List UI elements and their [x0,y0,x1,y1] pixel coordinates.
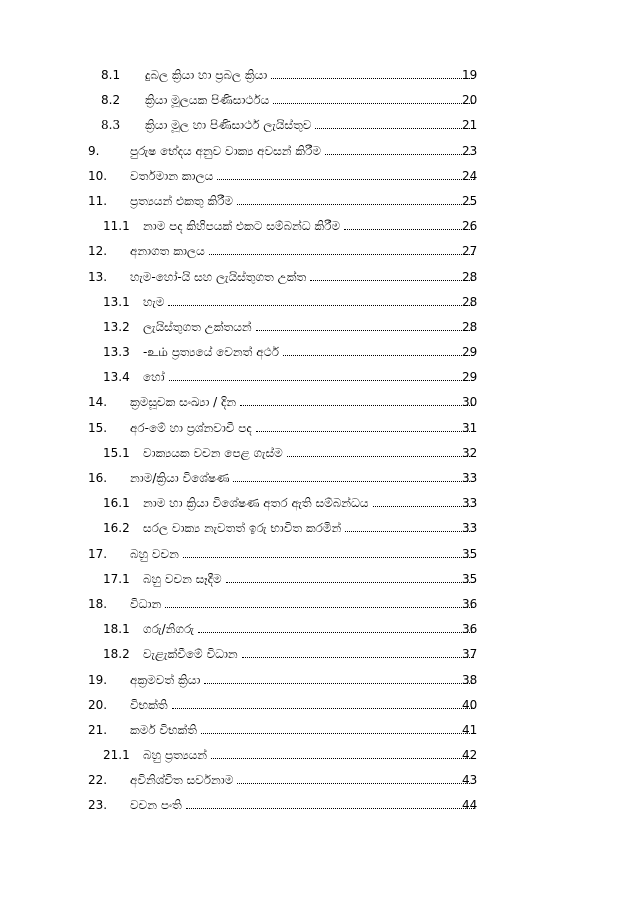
toc-entry[interactable] [0,793,638,818]
toc-entry-title: ක්‍රමසූචක සංඛ්‍යා / දින [130,395,237,410]
toc-entry-body [145,63,476,88]
toc-entry-body [130,668,476,693]
toc-entry-number: 13.1 [103,294,130,309]
toc-entry-page-number: 31 [462,420,478,435]
toc-entry-page-number: 41 [462,722,478,737]
toc-entry-title: විධාන [130,596,162,611]
toc-entry-title: කර්ම විභක්ති [130,722,197,737]
toc-entry-title: පුරුෂ භේදය අනුව වාක්‍ය අවසන් කිරීම [130,143,321,158]
toc-entry[interactable] [0,315,638,340]
toc-entry-body [143,315,476,340]
toc-entry-body [143,617,476,642]
toc-entry-number: 8.1 [101,68,121,82]
toc-entry-title: අනාගත කාලය [130,244,205,259]
toc-entry[interactable] [0,592,638,617]
toc-entry-number: 14. [88,395,108,410]
dot-leader [256,431,474,432]
toc-entry-body [143,491,476,516]
toc-entry-number: 16.1 [103,496,130,511]
toc-entry-number: 16.2 [103,521,130,536]
toc-entry-page-number: 33 [462,496,478,511]
table-of-contents [0,63,638,819]
toc-entry-title: අර-මේ හා ප්‍රශ්නවාචී පද [130,420,252,435]
toc-entry-body [130,265,476,290]
dot-leader [183,557,474,558]
toc-entry-body [130,466,476,491]
toc-entry-number: 16. [88,471,108,485]
toc-entry-title: නාම හා ක්‍රියා විශේෂණ අතර ඇති සම්බන්ධය [143,496,369,511]
dot-leader [242,657,474,658]
toc-entry-number: 17. [88,546,108,561]
toc-entry-number: 18.1 [103,622,130,637]
toc-entry-number: 19. [88,672,108,687]
toc-entry-title: නාම/ක්‍රියා විශේෂණ [130,471,230,485]
toc-entry-body [130,239,476,264]
toc-entry-title: -உம் ප්‍රත්‍යයේ වෙනත් අර්ථ [143,345,280,360]
toc-entry-number: 13. [88,269,108,284]
toc-entry-title: හෝ [143,370,165,385]
toc-entry-number: 8.3 [101,118,121,133]
toc-entry[interactable] [0,390,638,415]
toc-entry-body [143,340,476,365]
dot-leader [165,607,474,608]
toc-entry-page-number: 33 [462,471,478,485]
toc-entry-page-number: 20 [462,93,478,108]
toc-entry-page-number: 24 [462,168,478,183]
toc-entry-body [143,743,476,768]
toc-entry-body [143,441,476,466]
toc-entry-number: 21.1 [103,748,130,763]
toc-entry-title: වචන පංති [130,798,182,813]
dot-leader [226,582,474,583]
toc-entry-title: විභක්ති [130,697,168,712]
toc-entry-number: 10. [88,168,108,183]
toc-entry-body [143,290,476,315]
dot-leader [172,708,474,709]
toc-entry[interactable] [0,113,638,138]
toc-entry[interactable] [0,214,638,239]
toc-entry-body [130,139,476,164]
dot-leader [373,506,474,507]
toc-entry-body [130,693,476,718]
toc-entry-title: අවිනිශ්චිත සර්වනාම [130,773,234,788]
toc-entry-body [145,113,476,138]
toc-entry-body [130,768,476,793]
toc-entry[interactable] [0,693,638,718]
toc-entry-title: වාක්‍යයක වචන පෙළ ගැස්ම [143,445,283,460]
toc-entry[interactable] [0,642,638,667]
toc-entry-page-number: 25 [462,193,478,208]
dot-leader [273,103,474,104]
toc-entry[interactable] [0,340,638,365]
toc-entry-page-number: 36 [462,596,478,611]
toc-entry-number: 18. [88,596,108,611]
toc-entry-page-number: 40 [462,697,478,712]
toc-entry-body [130,592,476,617]
dot-leader [256,330,474,331]
toc-entry-number: 9. [88,143,100,158]
toc-entry-body [130,164,476,189]
toc-entry-page-number: 42 [462,748,478,763]
dot-leader [345,531,474,532]
toc-entry-title: ප්‍රත්‍යයන් එකතු කිරීම [130,193,234,208]
toc-entry-page-number: 27 [462,244,478,259]
toc-entry-page-number: 28 [462,294,478,309]
toc-entry[interactable] [0,491,638,516]
toc-entry-number: 11. [88,193,108,208]
toc-entry[interactable] [0,617,638,642]
toc-entry-title: වර්තමාන කාලය [130,168,214,183]
toc-entry-body [143,642,476,667]
toc-entry-page-number: 33 [462,521,478,536]
toc-entry[interactable] [0,265,638,290]
toc-entry-title: බහු වචන සෑදීම [143,571,222,586]
toc-entry-number: 13.4 [103,370,130,385]
dot-leader [237,204,474,205]
toc-entry-page-number: 44 [462,798,478,813]
toc-entry-body [145,88,476,113]
toc-entry-title: ගරු/නිගරු [143,622,195,637]
dot-leader [233,481,474,482]
dot-leader [217,179,474,180]
toc-entry-title: ලැයිස්තුගත උක්තයන් [143,319,252,334]
toc-entry-body [130,189,476,214]
toc-entry[interactable] [0,139,638,164]
dot-leader [186,808,474,809]
toc-entry-body [130,416,476,441]
dot-leader [271,78,474,79]
toc-entry-body [130,793,476,818]
toc-entry-body [143,516,476,541]
toc-entry-page-number: 19 [462,68,478,82]
toc-entry-number: 18.2 [103,647,130,662]
toc-entry-body [130,542,476,567]
toc-entry-page-number: 36 [462,622,478,637]
toc-entry-page-number: 23 [462,143,478,158]
toc-entry-page-number: 37 [462,647,478,662]
toc-entry-title: දුබල ක්‍රියා හා ප්‍රබල ක්‍රියා [145,68,268,82]
toc-entry-title: වැළැක්වීමේ විධාන [143,647,238,662]
toc-entry-number: 15. [88,420,108,435]
toc-entry[interactable] [0,88,638,113]
toc-entry-body [130,718,476,743]
toc-entry-title: බහු ප්‍රත්‍යයන් [143,748,208,763]
toc-entry-page-number: 30 [462,395,478,410]
toc-entry-title: සරල වාක්‍ය නැවතත් ඉරු භාවිත කරමින් [143,521,342,536]
toc-entry-body [143,214,476,239]
toc-entry[interactable] [0,365,638,390]
dot-leader [325,154,474,155]
dot-leader [240,405,474,406]
dot-leader [344,229,474,230]
dot-leader [204,683,474,684]
dot-leader [283,355,474,356]
toc-entry[interactable] [0,189,638,214]
toc-entry-title: ක්‍රියා මූලයක පිණිසාර්ථය [145,93,270,108]
dot-leader [198,632,474,633]
toc-entry-body [143,365,476,390]
dot-leader [168,305,474,306]
toc-entry-number: 17.1 [103,571,130,586]
toc-entry[interactable] [0,164,638,189]
toc-entry-title: හැම [143,294,165,309]
toc-entry-number: 13.2 [103,319,130,334]
toc-entry[interactable] [0,768,638,793]
dot-leader [315,128,474,129]
toc-entry-title: ක්‍රියා මූල හා පිණිසාර්ථ ලැයිස්තුව [145,118,312,133]
toc-entry-body [143,567,476,592]
toc-entry-page-number: 35 [462,546,478,561]
toc-entry-number: 23. [88,798,108,813]
toc-entry[interactable] [0,466,638,491]
toc-entry-page-number: 35 [462,571,478,586]
toc-entry[interactable] [0,542,638,567]
toc-entry-page-number: 28 [462,319,478,334]
toc-entry-number: 20. [88,697,108,712]
toc-entry[interactable] [0,668,638,693]
toc-entry-number: 11.1 [103,219,130,234]
dot-leader [209,254,474,255]
toc-entry[interactable] [0,416,638,441]
toc-entry-number: 8.2 [101,93,121,108]
toc-entry[interactable] [0,63,638,88]
toc-entry-page-number: 43 [462,773,478,788]
toc-entry-title: නාම පද කිහිපයක් එකට සම්බන්ධ කිරීම [143,219,341,234]
toc-entry[interactable] [0,239,638,264]
toc-entry-number: 22. [88,773,108,788]
toc-entry-number: 13.3 [103,345,130,360]
toc-entry-number: 12. [88,244,108,259]
toc-entry-page-number: 26 [462,219,478,234]
toc-entry-page-number: 29 [462,370,478,385]
dot-leader [237,783,474,784]
toc-entry[interactable] [0,718,638,743]
toc-entry-title: අක්‍රමවත් ක්‍රියා [130,672,201,687]
toc-entry[interactable] [0,441,638,466]
dot-leader [201,733,474,734]
dot-leader [310,280,474,281]
dot-leader [211,758,474,759]
toc-entry-number: 15.1 [103,445,130,460]
toc-entry-page-number: 38 [462,672,478,687]
toc-entry[interactable] [0,743,638,768]
dot-leader [287,456,474,457]
toc-entry[interactable] [0,567,638,592]
toc-entry-page-number: 28 [462,269,478,284]
toc-entry[interactable] [0,516,638,541]
toc-entry-page-number: 29 [462,345,478,360]
toc-entry-page-number: 21 [462,118,478,133]
toc-entry-page-number: 32 [462,445,478,460]
toc-entry-title: හැම-හෝ-යි සහ ලැයිස්තුගත උක්ත [130,269,307,284]
dot-leader [169,380,474,381]
toc-entry-number: 21. [88,722,108,737]
toc-entry-title: බහු වචන [130,546,179,561]
toc-entry-body [130,390,476,415]
toc-entry[interactable] [0,290,638,315]
